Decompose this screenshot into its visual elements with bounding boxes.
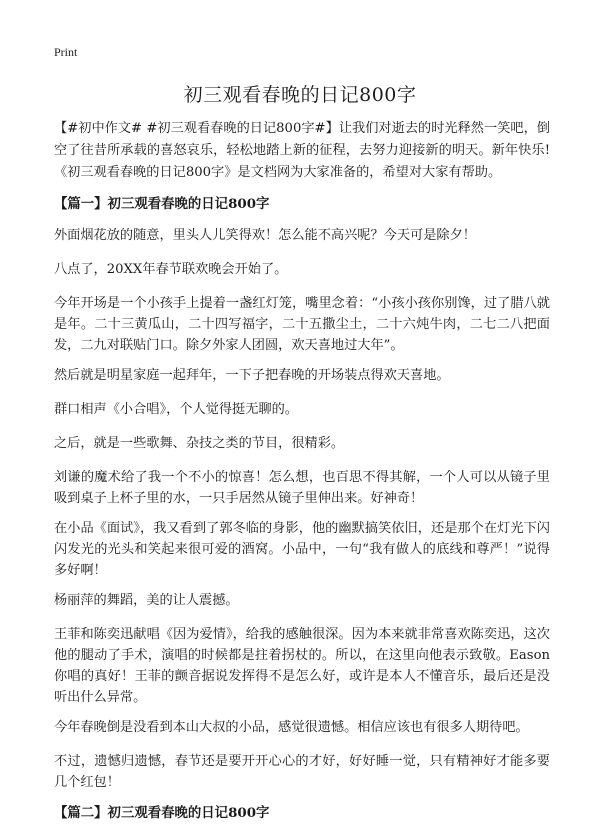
intro-paragraph: 【#初中作文# #初三观看春晚的日记800字#】让我们对逝去的时光释然一笑吧，倒空了往昔所承载的喜怒哀乐，轻松地踏上新的征程，去努力迎接新的明天。新年快乐!《初三观看春晚的日记800字》是文档网为大家准备的，希望对大家有帮助。	[54, 121, 550, 180]
paragraph: 刘谦的魔术给了我一个不小的惊喜！怎么想，也百思不得其解，一个人可以从镜子里吸到桌子上杯子里的水，一只手居然从镜子里伸出来。好神奇！	[54, 470, 550, 506]
paragraph: 外面烟花放的随意，里头人儿笑得欢！怎么能不高兴呢？今天可是除夕！	[54, 228, 476, 243]
article-body	[54, 118, 550, 834]
paragraph: 今年开场是一个小孩手上提着一盏红灯笼，嘴里念着：“小孩小孩你别馋，过了腊八就是年。二十三黄瓜山，二十四写福字，二十五撒尘土，二十六炖牛肉，二七二八把面发，二九对联贴门口。除夕外家人团圆，欢天喜地过大年”。	[54, 296, 550, 353]
paragraph: 在小品《面试》，我又看到了郭冬临的身影，他的幽默搞笑依旧，还是那个在灯光下闪闪发光的光头和笑起来很可爱的酒窝。小品中，一句“我有做人的底线和尊严！”说得多好啊！	[54, 521, 550, 578]
section-heading-2: 【篇二】初三观看春晚的日记800字	[54, 805, 270, 821]
paragraph: 不过，遗憾归遗憾，春节还是要开开心心的才好，好好睡一觉，只有精神好才能多要几个红包！	[54, 754, 550, 790]
print-link[interactable]: Print	[54, 45, 78, 59]
paragraph: 王菲和陈奕迅献唱《因为爱情》，给我的感触很深。因为本来就非常喜欢陈奕迅，这次他的腿动了手术，演唱的时候都是拄着拐杖的。所以，在这里向他表示致敬。Eason你唱的真好！王菲的颤音据说发挥得不是怎么好，或许是本人不懂音乐，最后还是没听出什么异常。	[54, 627, 550, 705]
page-title: 初三观看春晚的日记800字	[183, 84, 417, 106]
paragraph: 八点了，20XX年春节联欢晚会开始了。	[54, 262, 288, 277]
paragraph: 群口相声《小合唱》，个人觉得挺无聊的。	[54, 402, 298, 417]
section-heading-1: 【篇一】初三观看春晚的日记800字	[54, 196, 270, 212]
paragraph: 之后，就是一些歌舞、杂技之类的节目，很精彩。	[54, 436, 345, 451]
paragraph: 杨丽萍的舞蹈，美的让人震撼。	[54, 593, 239, 608]
paragraph: 今年春晚倒是没看到本山大叔的小品，感觉很遗憾。相信应该也有很多人期待吧。	[54, 720, 529, 735]
paragraph: 然后就是明星家庭一起拜年，一下子把春晚的开场装点得欢天喜地。	[54, 368, 450, 383]
